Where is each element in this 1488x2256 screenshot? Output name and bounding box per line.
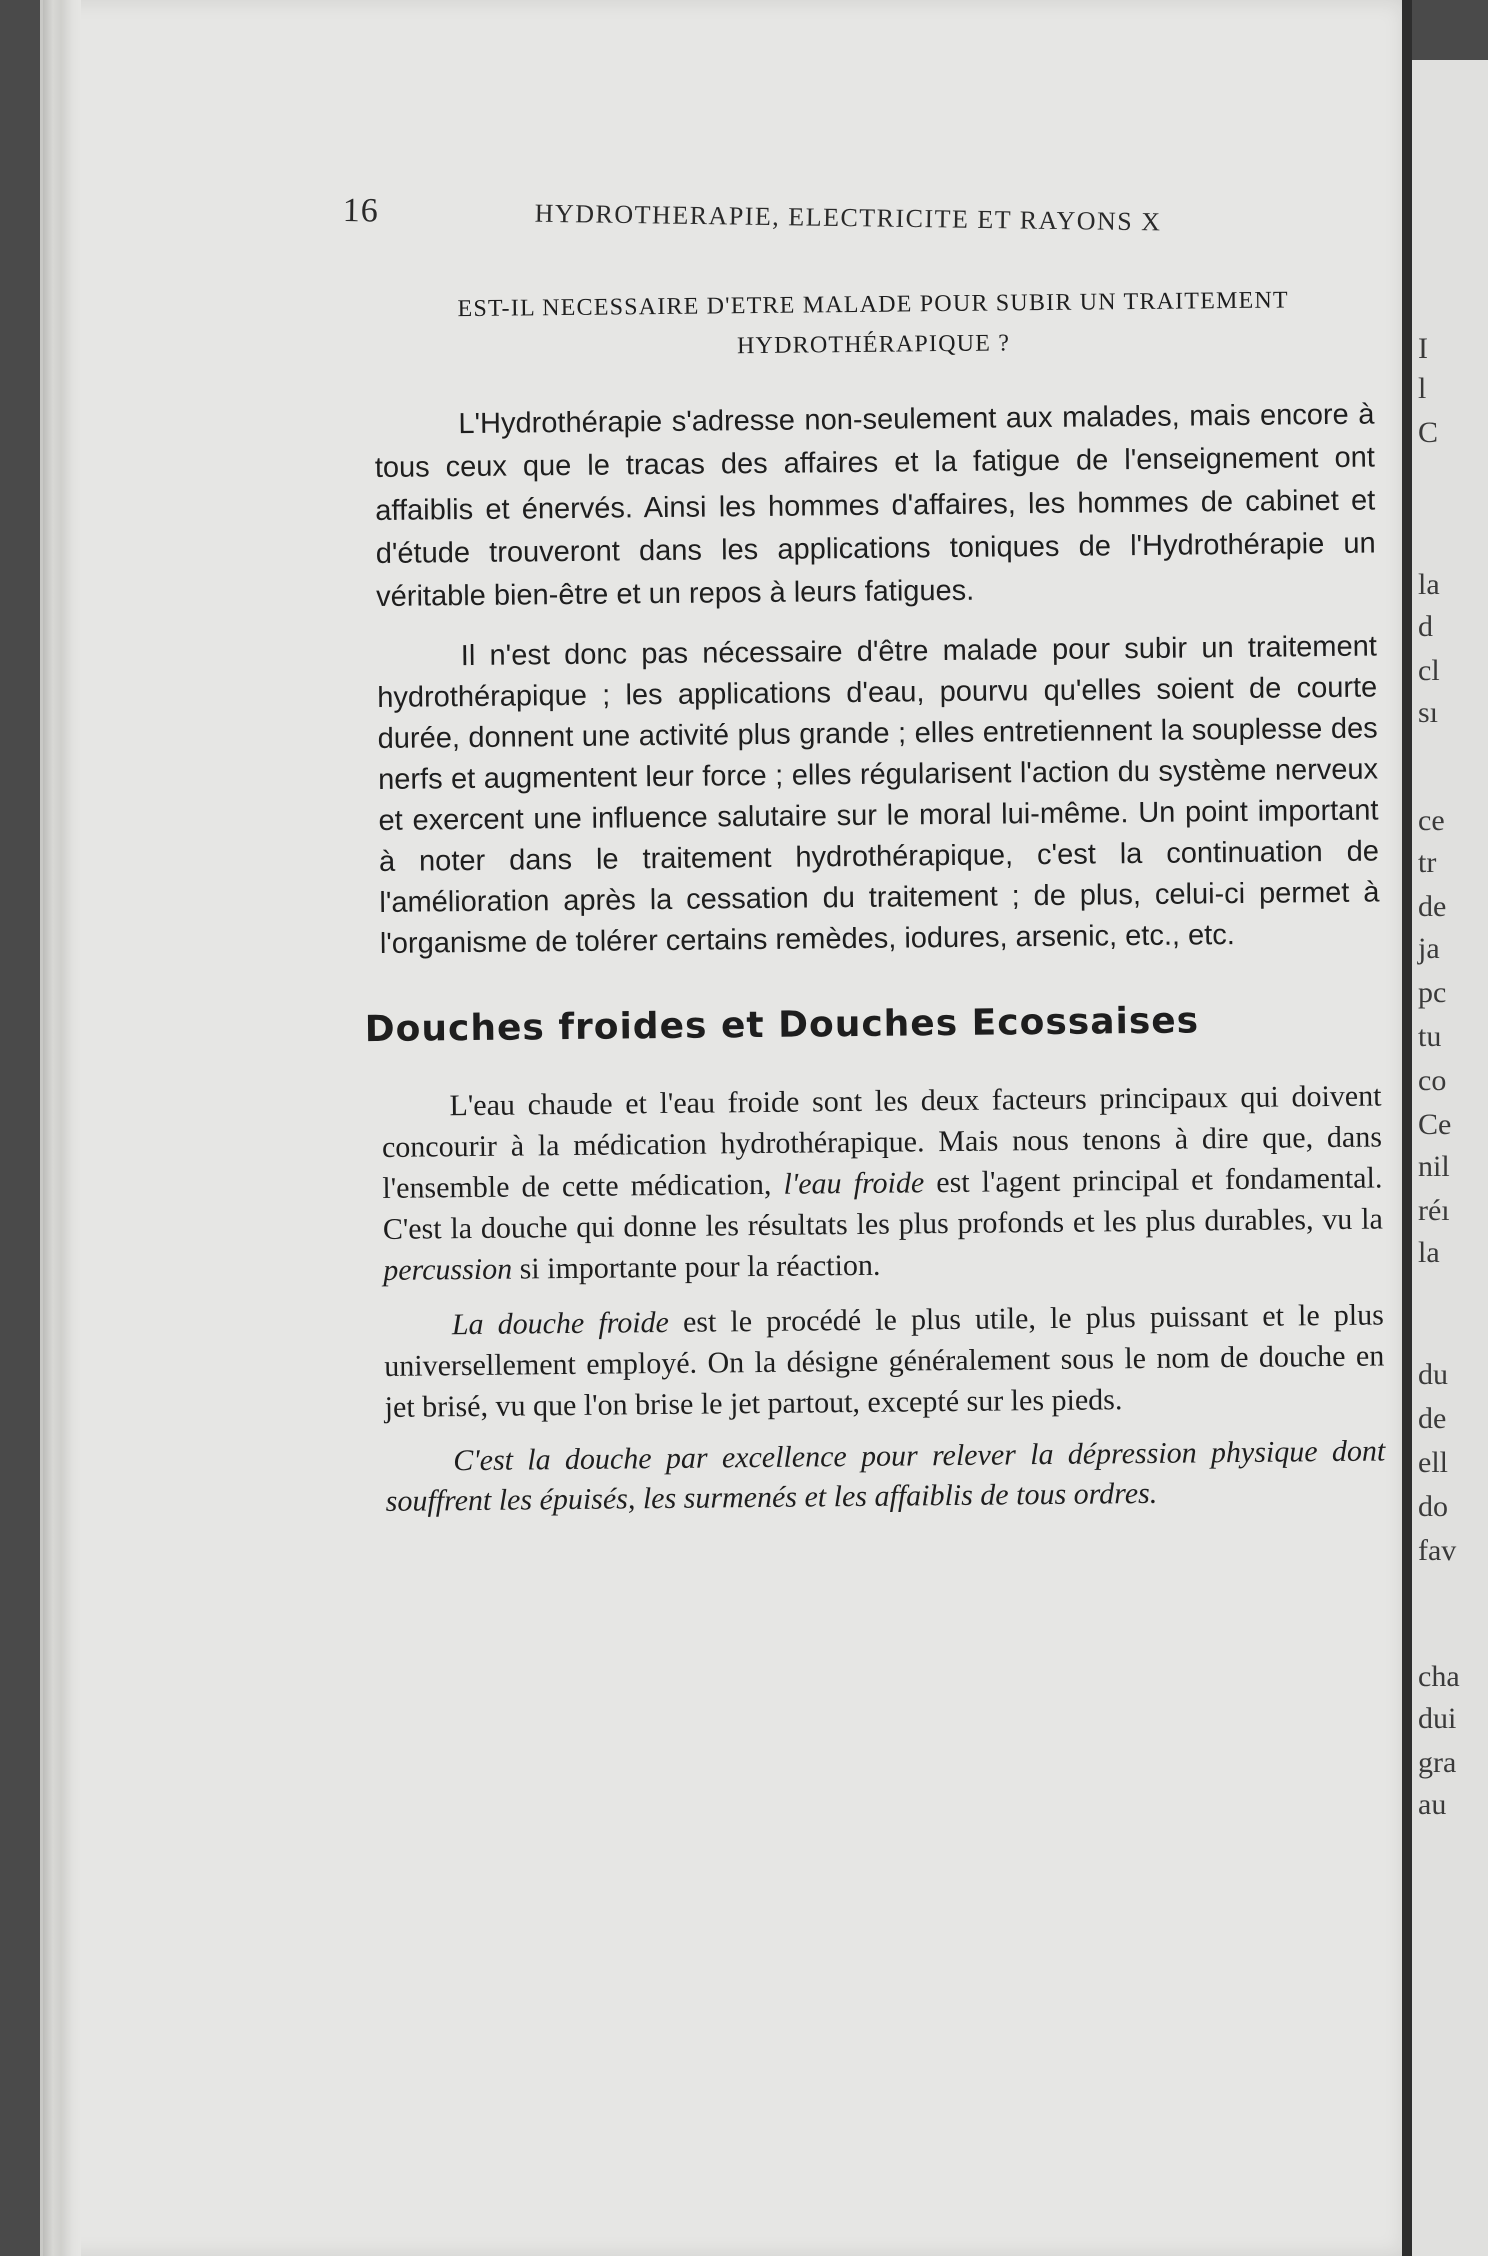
heading-line-2: HYDROTHÉRAPIQUE ?: [736, 330, 1011, 360]
page-number: 16: [342, 192, 379, 230]
fragment: C: [1418, 416, 1439, 449]
paragraph-hot-cold-water: [381, 1075, 1383, 1290]
adjacent-page-strip: [1412, 60, 1488, 2256]
fragment: réı: [1418, 1194, 1450, 1227]
fragment: l: [1418, 372, 1427, 405]
fragment: tr: [1418, 846, 1437, 879]
fragment: ja: [1418, 932, 1440, 965]
fragment: de: [1418, 890, 1447, 923]
section-heading-question: [373, 280, 1374, 370]
fragment: de: [1418, 1402, 1447, 1435]
text-run: L'eau chaude et l'eau froide sont les deux facteurs principaux qui doivent concourir à la médication hydrothérapique. Mais nous tenons à dire que, dans l'ensemble de cette médication,: [381, 1079, 1383, 1205]
paragraph-excellence: C'est la douche par excellence pour relever la dépression physique dont souffrent les épuisés, les surmenés et les affaiblis de tous ordres.: [385, 1434, 1386, 1518]
fragment: co: [1418, 1064, 1447, 1097]
fragment: ce: [1418, 804, 1445, 837]
fragment: I: [1418, 332, 1428, 365]
text-run: est l'agent principal et fondamental. C'est la douche qui donne les résultats les plus profonds et les plus durables, vu la: [382, 1161, 1383, 1246]
page-edge-stack: [43, 0, 81, 2256]
book-gutter: [1402, 0, 1412, 2256]
paragraph-hydrotherapy-intro: L'Hydrothérapie s'adresse non-seulement aux malades, mais encore à tous ceux que le tracas des affaires et la fatigue de l'enseignement ont affaiblis et énervés. Ainsi les hommes d'affaires, les hommes de cabinet et d'étude trouveront dans les applications toniques de l'Hydrothérapie un véritable bien-être et un repos à leurs fatigues.: [374, 398, 1376, 613]
fragment: la: [1418, 1236, 1440, 1269]
page-content: [364, 280, 1386, 1522]
italic-run: La douche froide: [451, 1305, 670, 1342]
fragment: cl: [1418, 654, 1440, 687]
heading-line-1: EST-IL NECESSAIRE D'ETRE MALADE POUR SUBIR UN TRAITEMENT: [457, 287, 1289, 323]
fragment: dui: [1418, 1702, 1457, 1735]
fragment: do: [1418, 1490, 1448, 1523]
text-run: si importante pour la réaction.: [511, 1248, 881, 1286]
paragraph-cold-shower: [384, 1294, 1385, 1427]
fragment: au: [1418, 1788, 1447, 1821]
italic-run: l'eau froide: [783, 1166, 925, 1201]
fragment: Ce: [1418, 1108, 1452, 1141]
fragment: cha: [1418, 1660, 1460, 1693]
running-title: HYDROTHERAPIE, ELECTRICITE ET RAYONS X: [534, 198, 1162, 237]
paragraph-not-necessary-ill: Il n'est donc pas nécessaire d'être malade pour subir un traitement hydrothérapique ; les applications d'eau, pourvu qu'elles soient de courte durée, donnent une activité plus grande ; elles entretiennent la souplesse des nerfs et augmentent leur force ; elles régularisent l'action du système nerveux et exercent une influence salutaire sur le moral lui-même. Un point important à noter dans le traitement hydrothérapique, c'est la continuation de l'amélioration après la cessation du traitement ; de plus, celui-ci permet à l'organisme de tolérer certains remèdes, iodures, arsenic, etc., etc.: [377, 630, 1380, 960]
fragment: sı: [1418, 696, 1439, 729]
fragment: ell: [1418, 1446, 1448, 1479]
fragment: gra: [1418, 1746, 1457, 1779]
fragment: du: [1418, 1358, 1448, 1391]
fragment: tu: [1418, 1020, 1442, 1053]
book-page: [40, 0, 1407, 2256]
fragment: d: [1418, 610, 1433, 643]
fragment: pc: [1418, 976, 1447, 1009]
italic-run: percussion: [383, 1252, 513, 1287]
fragment: nil: [1418, 1150, 1450, 1183]
douches-heading: Douches froides et Douches Ecossaises: [364, 1000, 1200, 1051]
fragment: la: [1418, 568, 1440, 601]
text-run: est le procédé le plus utile, le plus puissant et le plus universellement employé. On la désigne généralement sous le nom de douche en jet brisé, vu que l'on brise le jet partout, excepté sur les pieds.: [384, 1298, 1385, 1424]
page-header: [342, 192, 1263, 237]
fragment: fav: [1418, 1534, 1457, 1567]
